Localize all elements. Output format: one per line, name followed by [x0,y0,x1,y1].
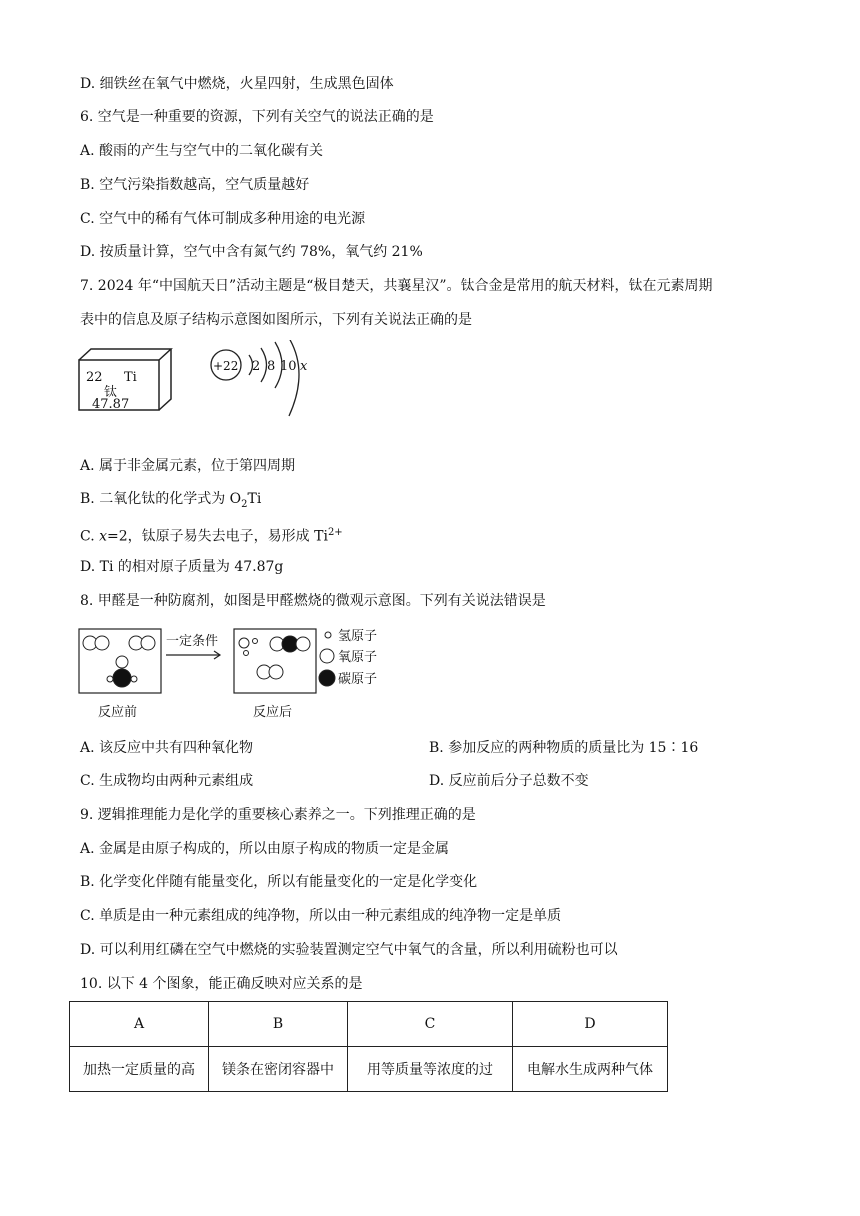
q7-option-b: B. 二氧化钛的化学式为 $O_2Ti$ [80,491,262,510]
table-cell-d: 电解水生成两种气体 [513,1047,668,1092]
table-header-b: B [209,1002,348,1047]
q6-stem: 6. 空气是一种重要的资源，下列有关空气的说法正确的是 [80,109,434,125]
legend-hydrogen: 氢原子 [338,629,378,644]
q8-option-a: A. 该反应中共有四种氧化物 [80,740,254,756]
q5-option-d: D. 细铁丝在氧气中燃烧，火星四射，生成黑色固体 [80,76,394,92]
q9-option-a: A. 金属是由原子构成的，所以由原子构成的物质一定是金属 [80,841,450,857]
element-atomic-mass: 47.87 [92,397,130,412]
q10-options-table [69,1001,668,1092]
q7-option-a: A. 属于非金属元素，位于第四周期 [80,458,296,474]
hydrogen-atom [107,676,113,682]
q8-option-c: C. 生成物均由两种元素组成 [80,773,254,789]
q8-stem: 8. 甲醛是一种防腐剂，如图是甲醛燃烧的微观示意图。下列有关说法错误是 [80,593,546,609]
q7-option-c: C. x=2，钛原子易失去电子，易形成 $Ti^{2+}$ [80,527,343,545]
q9-option-c: C. 单质是由一种元素组成的纯净物，所以由一种元素组成的纯净物一定是单质 [80,908,562,924]
table-header-d: D [513,1002,668,1047]
table-cell-c: 用等质量等浓度的过 [348,1047,513,1092]
shell-2-electrons: 8 [267,359,276,374]
q6-option-c: C. 空气中的稀有气体可制成多种用途的电光源 [80,211,366,227]
q7-stem-line1: 7. 2024 年“中国航天日”活动主题是“极目楚天，共襄星汉”。钛合金是常用的航天材料，钛在元素周期 [80,278,713,294]
element-symbol: Ti [124,370,137,385]
titanium-element-card [78,348,178,412]
q8-option-b: B. 参加反应的两种物质的质量比为 15∶16 [429,740,699,756]
caption-after: 反应后 [253,705,293,720]
titanium-atom-structure [205,340,320,420]
legend-carbon: 碳原子 [338,672,378,687]
shell-1-electrons: 2 [252,359,261,374]
q6-option-d: D. 按质量计算，空气中含有氮气约 78%，氧气约 21% [80,244,423,260]
table-row [70,1047,668,1092]
shell-4-electrons: x [300,359,308,374]
shell-3-electrons: 10 [280,359,297,374]
carbon-atom [113,669,131,687]
formaldehyde-reaction-diagram [78,625,398,721]
q6-option-a: A. 酸雨的产生与空气中的二氧化碳有关 [80,143,324,159]
table-header-c: C [348,1002,513,1047]
table-header-row [70,1002,668,1047]
q8-option-d: D. 反应前后分子总数不变 [429,773,589,789]
q9-option-d: D. 可以利用红磷在空气中燃烧的实验装置测定空气中氧气的含量，所以利用硫粉也可以 [80,942,618,958]
table-header-a: A [70,1002,209,1047]
q6-option-b: B. 空气污染指数越高，空气质量越好 [80,177,310,193]
legend-oxygen: 氧原子 [338,650,378,665]
q7-stem-line2: 表中的信息及原子结构示意图如图所示，下列有关说法正确的是 [80,312,472,328]
q9-option-b: B. 化学变化伴随有能量变化，所以有能量变化的一定是化学变化 [80,874,478,890]
reaction-condition: 一定条件 [166,634,219,649]
nucleus-charge: +22 [213,359,239,373]
element-atomic-number: 22 [86,370,103,385]
element-name: 钛 [104,385,118,400]
table-cell-a: 加热一定质量的高 [70,1047,209,1092]
caption-before: 反应前 [98,705,138,720]
q7-option-d: D. Ti 的相对原子质量为 47.87g [80,559,284,575]
q10-stem: 10. 以下 4 个图象，能正确反映对应关系的是 [80,976,363,992]
q9-stem: 9. 逻辑推理能力是化学的重要核心素养之一。下列推理正确的是 [80,807,476,823]
table-cell-b: 镁条在密闭容器中 [209,1047,348,1092]
